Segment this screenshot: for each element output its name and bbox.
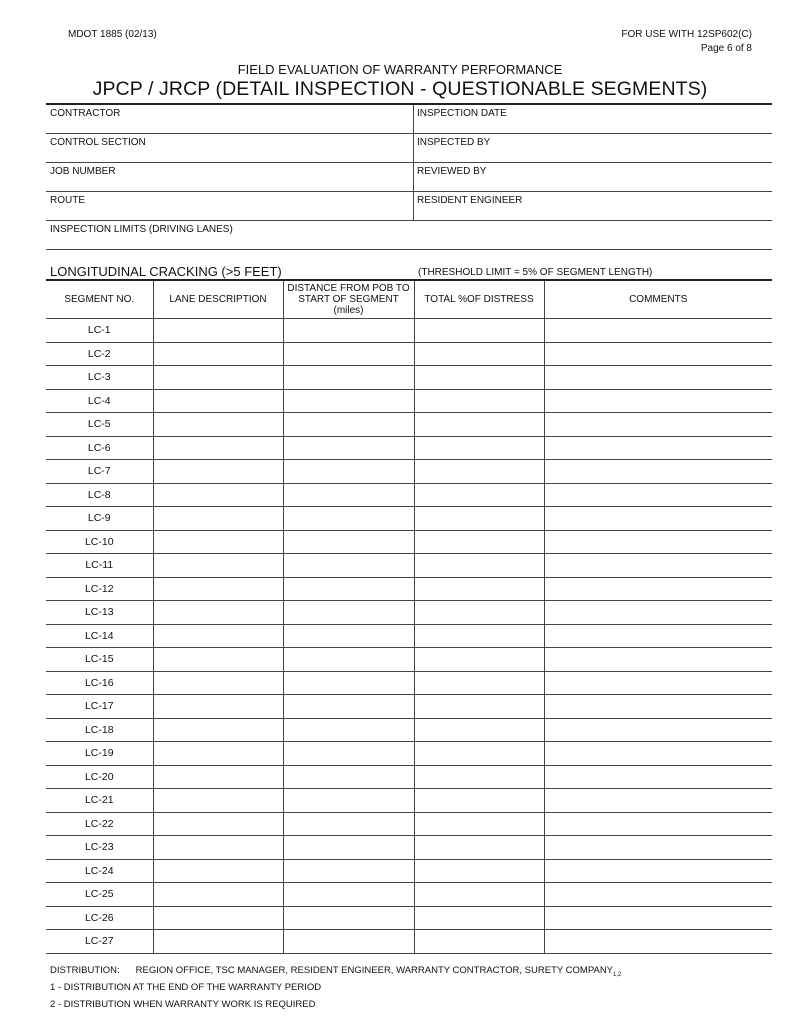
segment-no-cell: LC-8 [46,483,153,507]
table-row [46,530,772,554]
distress-cell[interactable] [414,812,544,836]
distress-cell[interactable] [414,507,544,531]
segment-no-cell: LC-23 [46,836,153,860]
page-number: Page 6 of 8 [700,43,752,54]
inspection-info-section [46,103,772,250]
form-reference [621,28,752,56]
info-row [46,192,772,221]
segment-no-cell: LC-5 [46,413,153,437]
lane-description-cell[interactable] [153,718,283,742]
contractor-field[interactable]: CONTRACTOR [46,105,414,133]
comments-cell[interactable] [544,507,772,531]
comments-cell[interactable] [544,436,772,460]
lane-description-cell[interactable] [153,648,283,672]
distress-cell[interactable] [414,342,544,366]
lane-description-cell[interactable] [153,883,283,907]
comments-cell[interactable] [544,413,772,437]
table-row [46,460,772,484]
distress-cell[interactable] [414,648,544,672]
resident-engineer-field[interactable]: RESIDENT ENGINEER [417,195,523,206]
segment-no-cell: LC-3 [46,366,153,390]
lane-description-cell[interactable] [153,554,283,578]
comments-cell[interactable] [544,695,772,719]
footnote-1: 1 - DISTRIBUTION AT THE END OF THE WARRANTY PERIOD [50,982,322,993]
table-row [46,389,772,413]
comments-cell[interactable] [544,483,772,507]
table-row [46,648,772,672]
distance-cell[interactable] [283,906,414,930]
distress-cell[interactable] [414,577,544,601]
comments-cell[interactable] [544,930,772,954]
distress-cell[interactable] [414,319,544,343]
distribution-label: DISTRIBUTION: [50,965,120,976]
comments-cell[interactable] [544,389,772,413]
segment-no-cell: LC-9 [46,507,153,531]
comments-cell[interactable] [544,577,772,601]
table-row [46,812,772,836]
distress-cell[interactable] [414,742,544,766]
lane-description-cell[interactable] [153,483,283,507]
distribution-line [50,965,621,978]
form-subtitle: JPCP / JRCP (DETAIL INSPECTION - QUESTIONABLE SEGMENTS) [92,78,708,100]
info-row [46,221,772,250]
route-field[interactable]: ROUTE [46,192,414,220]
table-row [46,319,772,343]
lane-description-cell[interactable] [153,342,283,366]
lane-description-cell[interactable] [153,507,283,531]
footnote-2: 2 - DISTRIBUTION WHEN WARRANTY WORK IS REQUIRED [50,999,316,1010]
distance-cell[interactable] [283,601,414,625]
distance-cell[interactable] [283,742,414,766]
table-header-row [46,280,772,319]
lane-description-cell[interactable] [153,671,283,695]
column-header-distress: TOTAL %OF DISTRESS [414,280,544,319]
lane-description-cell[interactable] [153,436,283,460]
form-number: MDOT 1885 (02/13) [68,29,157,40]
distance-cell[interactable] [283,812,414,836]
table-row [46,836,772,860]
lane-description-cell[interactable] [153,859,283,883]
column-header-lane: LANE DESCRIPTION [153,280,283,319]
table-row [46,789,772,813]
distance-cell[interactable] [283,648,414,672]
segment-no-cell: LC-16 [46,671,153,695]
distress-cell[interactable] [414,624,544,648]
column-header-comments: COMMENTS [544,280,772,319]
table-row [46,859,772,883]
distance-cell[interactable] [283,883,414,907]
distance-cell[interactable] [283,366,414,390]
info-row [46,163,772,192]
distance-cell[interactable] [283,836,414,860]
comments-cell[interactable] [544,342,772,366]
segment-no-cell: LC-26 [46,906,153,930]
segment-no-cell: LC-18 [46,718,153,742]
distance-cell[interactable] [283,930,414,954]
table-row [46,507,772,531]
comments-cell[interactable] [544,624,772,648]
distance-cell[interactable] [283,624,414,648]
distress-cell[interactable] [414,765,544,789]
column-header-segment: SEGMENT NO. [46,280,153,319]
segment-no-cell: LC-7 [46,460,153,484]
distance-cell[interactable] [283,530,414,554]
distress-cell[interactable] [414,554,544,578]
column-header-distance: DISTANCE FROM POB TO START OF SEGMENT (miles) [283,280,414,319]
lane-description-cell[interactable] [153,906,283,930]
table-body [46,319,772,954]
segments-table [46,279,772,954]
lane-description-cell[interactable] [153,460,283,484]
table-row [46,671,772,695]
distance-cell[interactable] [283,413,414,437]
distress-cell[interactable] [414,366,544,390]
comments-cell[interactable] [544,883,772,907]
distress-cell[interactable] [414,930,544,954]
segment-no-cell: LC-21 [46,789,153,813]
form-title: FIELD EVALUATION OF WARRANTY PERFORMANCE [237,62,563,77]
distress-cell[interactable] [414,483,544,507]
comments-cell[interactable] [544,742,772,766]
table-row [46,554,772,578]
distance-cell[interactable] [283,342,414,366]
lane-description-cell[interactable] [153,789,283,813]
table-row [46,930,772,954]
table-row [46,483,772,507]
distance-cell[interactable] [283,577,414,601]
comments-cell[interactable] [544,530,772,554]
segment-no-cell: LC-1 [46,319,153,343]
lane-description-cell[interactable] [153,319,283,343]
table-row [46,577,772,601]
distance-cell[interactable] [283,789,414,813]
distress-cell[interactable] [414,789,544,813]
lane-description-cell[interactable] [153,836,283,860]
segment-no-cell: LC-24 [46,859,153,883]
segment-no-cell: LC-13 [46,601,153,625]
table-row [46,765,772,789]
comments-cell[interactable] [544,601,772,625]
distance-cell[interactable] [283,483,414,507]
lane-description-cell[interactable] [153,366,283,390]
inspection-date-field[interactable]: INSPECTION DATE [417,108,507,119]
segment-no-cell: LC-6 [46,436,153,460]
threshold-note: (THRESHOLD LIMIT = 5% OF SEGMENT LENGTH) [418,267,653,278]
segment-no-cell: LC-11 [46,554,153,578]
distance-cell[interactable] [283,460,414,484]
comments-cell[interactable] [544,366,772,390]
segment-no-cell: LC-22 [46,812,153,836]
comments-cell[interactable] [544,906,772,930]
comments-cell[interactable] [544,812,772,836]
table-row [46,695,772,719]
segment-no-cell: LC-25 [46,883,153,907]
segment-no-cell: LC-12 [46,577,153,601]
segment-no-cell: LC-10 [46,530,153,554]
segment-no-cell: LC-14 [46,624,153,648]
distance-cell[interactable] [283,859,414,883]
distance-cell[interactable] [283,671,414,695]
comments-cell[interactable] [544,460,772,484]
table-row [46,624,772,648]
segment-no-cell: LC-27 [46,930,153,954]
info-row [46,134,772,163]
segment-no-cell: LC-2 [46,342,153,366]
comments-cell[interactable] [544,836,772,860]
distance-cell[interactable] [283,765,414,789]
comments-cell[interactable] [544,789,772,813]
distress-cell[interactable] [414,530,544,554]
table-row [46,342,772,366]
distance-cell[interactable] [283,695,414,719]
distress-cell[interactable] [414,906,544,930]
distress-cell[interactable] [414,718,544,742]
table-row [46,366,772,390]
distance-cell[interactable] [283,718,414,742]
distance-cell[interactable] [283,507,414,531]
segment-no-cell: LC-15 [46,648,153,672]
distress-cell[interactable] [414,883,544,907]
comments-cell[interactable] [544,319,772,343]
distribution-footnote-ref: 1,2 [613,971,622,978]
table-row [46,906,772,930]
comments-cell[interactable] [544,765,772,789]
job-number-field[interactable]: JOB NUMBER [46,163,414,191]
distance-cell[interactable] [283,554,414,578]
section-title: LONGITUDINAL CRACKING (>5 FEET) [50,264,282,279]
table-row [46,742,772,766]
lane-description-cell[interactable] [153,765,283,789]
lane-description-cell[interactable] [153,577,283,601]
distress-cell[interactable] [414,436,544,460]
lane-description-cell[interactable] [153,624,283,648]
segment-no-cell: LC-20 [46,765,153,789]
segment-no-cell: LC-17 [46,695,153,719]
distress-cell[interactable] [414,389,544,413]
table-row [46,601,772,625]
reviewed-by-field[interactable]: REVIEWED BY [417,166,487,177]
comments-cell[interactable] [544,671,772,695]
distress-cell[interactable] [414,460,544,484]
distress-cell[interactable] [414,601,544,625]
lane-description-cell[interactable] [153,601,283,625]
lane-description-cell[interactable] [153,530,283,554]
distance-cell[interactable] [283,389,414,413]
table-row [46,436,772,460]
lane-description-cell[interactable] [153,389,283,413]
comments-cell[interactable] [544,859,772,883]
comments-cell[interactable] [544,554,772,578]
distress-cell[interactable] [414,695,544,719]
comments-cell[interactable] [544,648,772,672]
lane-description-cell[interactable] [153,413,283,437]
control-section-field[interactable]: CONTROL SECTION [46,134,414,162]
for-use-with: FOR USE WITH 12SP602(C) [621,29,752,40]
lane-description-cell[interactable] [153,812,283,836]
distress-cell[interactable] [414,836,544,860]
inspected-by-field[interactable]: INSPECTED BY [417,137,491,148]
lane-description-cell[interactable] [153,930,283,954]
inspection-limits-field[interactable]: INSPECTION LIMITS (DRIVING LANES) [50,224,233,235]
table-row [46,883,772,907]
table-row [46,413,772,437]
segment-no-cell: LC-19 [46,742,153,766]
distress-cell[interactable] [414,859,544,883]
distance-cell[interactable] [283,319,414,343]
segment-no-cell: LC-4 [46,389,153,413]
distress-cell[interactable] [414,413,544,437]
info-row [46,105,772,134]
distribution-text: REGION OFFICE, TSC MANAGER, RESIDENT ENGINEER, WARRANTY CONTRACTOR, SURETY COMPANY [135,965,614,976]
table-row [46,718,772,742]
distress-cell[interactable] [414,671,544,695]
distance-cell[interactable] [283,436,414,460]
lane-description-cell[interactable] [153,695,283,719]
comments-cell[interactable] [544,718,772,742]
lane-description-cell[interactable] [153,742,283,766]
